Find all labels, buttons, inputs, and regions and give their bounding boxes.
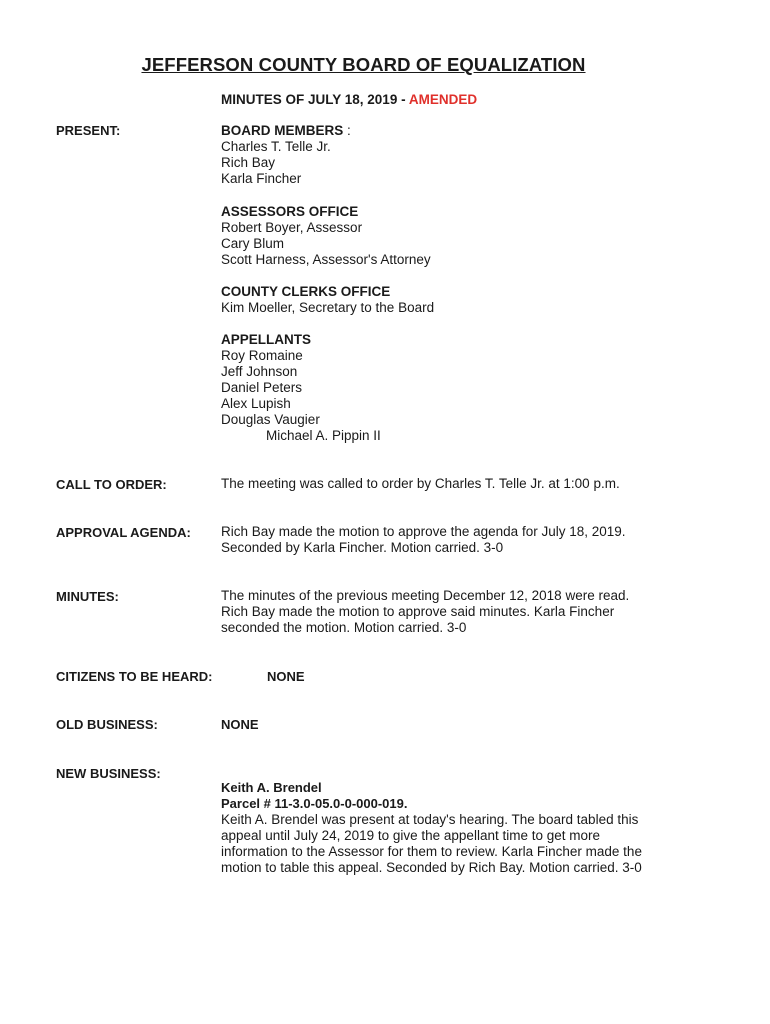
present-label: PRESENT: <box>56 123 121 138</box>
county-clerks-section <box>221 284 434 316</box>
old-business-label: OLD BUSINESS: <box>56 717 158 732</box>
assessor-member: Cary Blum <box>221 236 285 251</box>
assessor-member: Robert Boyer, Assessor <box>221 220 363 235</box>
citizens-label: CITIZENS TO BE HEARD: <box>56 669 213 684</box>
appellants-section <box>221 332 381 444</box>
assessors-office-heading: ASSESSORS OFFICE <box>221 204 359 219</box>
new-business-line: Keith A. Brendel was present at today's hearing. The board tabled this <box>221 812 639 827</box>
board-members-section <box>221 123 351 187</box>
appellant: Douglas Vaugier <box>221 412 320 427</box>
appellant: Alex Lupish <box>221 396 291 411</box>
board-members-suffix: : <box>343 123 351 138</box>
board-member: Charles T. Telle Jr. <box>221 139 331 154</box>
approval-agenda-text <box>221 524 626 556</box>
new-business-line: information to the Assessor for them to review. Karla Fincher made the <box>221 844 642 859</box>
minutes-label: MINUTES: <box>56 589 119 604</box>
minutes-line: The minutes of the previous meeting December 12, 2018 were read. <box>221 588 630 603</box>
citizens-value: NONE <box>267 669 305 684</box>
assessor-member: Scott Harness, Assessor's Attorney <box>221 252 431 267</box>
minutes-line: seconded the motion. Motion carried. 3-0 <box>221 620 467 635</box>
minutes-line: Rich Bay made the motion to approve said minutes. Karla Fincher <box>221 604 615 619</box>
parcel-number: Parcel # 11-3.0-05.0-0-000-019. <box>221 796 408 811</box>
assessors-office-section <box>221 204 431 268</box>
minutes-subtitle <box>221 92 477 107</box>
county-clerks-heading: COUNTY CLERKS OFFICE <box>221 284 391 299</box>
appellant: Jeff Johnson <box>221 364 298 379</box>
clerk-member: Kim Moeller, Secretary to the Board <box>221 300 435 315</box>
appellant-name: Keith A. Brendel <box>221 780 322 795</box>
appellant: Daniel Peters <box>221 380 303 395</box>
approval-agenda-label: APPROVAL AGENDA: <box>56 525 191 540</box>
old-business-value: NONE <box>221 717 259 732</box>
approval-agenda-line: Rich Bay made the motion to approve the agenda for July 18, 2019. <box>221 524 626 539</box>
new-business-line: appeal until July 24, 2019 to give the appellant time to get more <box>221 828 600 843</box>
new-business-item <box>221 780 642 876</box>
minutes-text <box>221 588 629 636</box>
board-member: Karla Fincher <box>221 171 302 186</box>
new-business-line: motion to table this appeal. Seconded by Rich Bay. Motion carried. 3-0 <box>221 860 642 875</box>
approval-agenda-line: Seconded by Karla Fincher. Motion carried. 3-0 <box>221 540 504 555</box>
call-to-order-text: The meeting was called to order by Charles T. Telle Jr. at 1:00 p.m. <box>221 476 620 491</box>
board-member: Rich Bay <box>221 155 276 170</box>
new-business-label: NEW BUSINESS: <box>56 766 161 781</box>
appellant: Roy Romaine <box>221 348 303 363</box>
appellant: Michael A. Pippin II <box>266 428 381 443</box>
document-title: JEFFERSON COUNTY BOARD OF EQUALIZATION <box>141 54 586 75</box>
appellants-heading: APPELLANTS <box>221 332 312 347</box>
amended-label: AMENDED <box>408 92 478 107</box>
board-members-heading: BOARD MEMBERS <box>221 123 344 138</box>
call-to-order-label: CALL TO ORDER: <box>56 477 167 492</box>
minutes-date: MINUTES OF JULY 18, 2019 - <box>221 92 409 107</box>
